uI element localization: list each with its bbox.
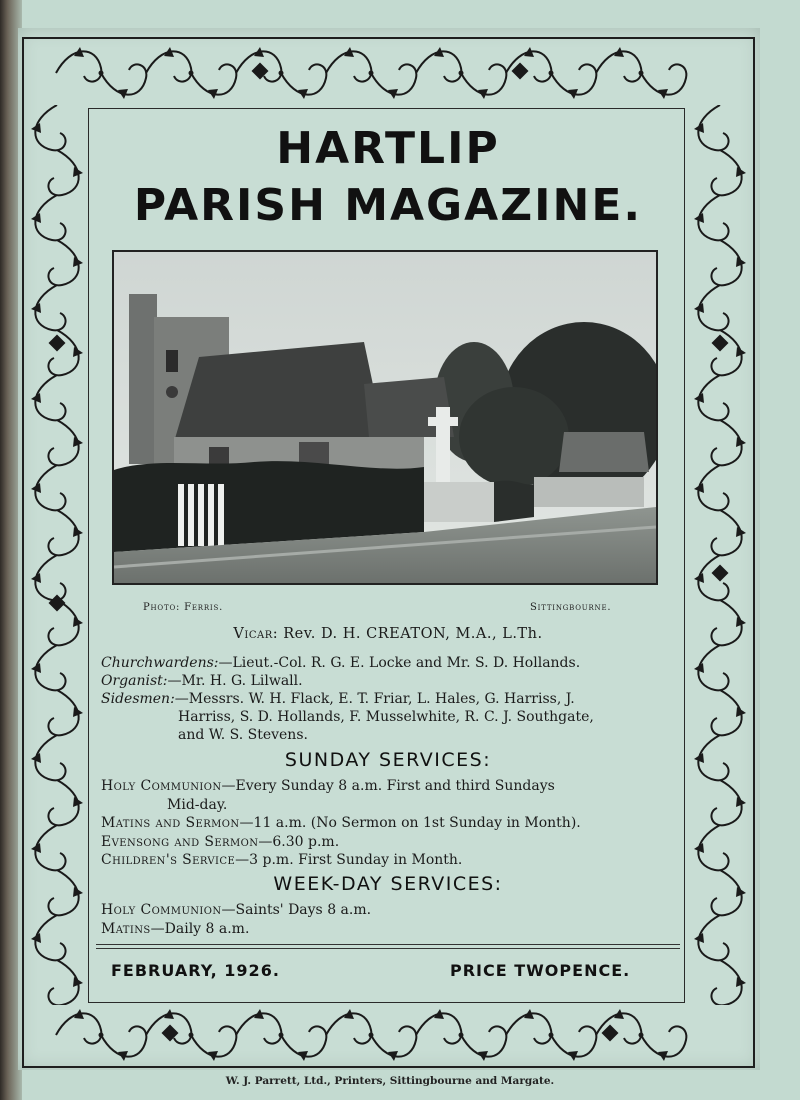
masthead-line-2: PARISH MAGAZINE.: [133, 180, 643, 231]
issue-price: PRICE TWOPENCE.: [450, 961, 631, 980]
service-item-continued: Mid-day.: [167, 796, 228, 813]
service-time: —Every Sunday 8 a.m. First and third Sundays: [221, 778, 555, 794]
service-name: Holy Communion: [101, 902, 222, 918]
masthead-line-1: HARTLIP: [276, 123, 500, 174]
weekday-services-list: [101, 901, 681, 938]
vicar-name: Rev. D. H. CREATON, M.A., L.Th.: [283, 626, 543, 642]
service-item: [101, 901, 681, 920]
left-floral-border: [26, 105, 88, 1005]
service-time: —11 a.m. (No Sermon on 1st Sunday in Month).: [239, 815, 581, 831]
officer-row: [101, 690, 681, 708]
weekday-services-heading: WEEK-DAY SERVICES:: [273, 873, 503, 895]
officer-row-continued: and W. S. Stevens.: [178, 727, 308, 743]
officer-row-continued: Harriss, S. D. Hollands, F. Musselwhite, R. C. J. Southgate,: [178, 709, 594, 725]
church-photograph: [112, 250, 658, 585]
officer-names: —Messrs. W. H. Flack, E. T. Friar, L. Hales, G. Harriss, J.: [174, 691, 575, 707]
service-name: Holy Communion: [101, 778, 222, 794]
vicar-label: Vicar:: [233, 626, 279, 642]
service-time: —Daily 8 a.m.: [150, 920, 250, 937]
parish-officers: [101, 654, 681, 744]
photo-credit: Photo: Ferris.: [143, 602, 224, 613]
officer-names: —Mr. H. G. Lilwall.: [167, 673, 303, 689]
service-item: [101, 833, 681, 852]
officer-role: Organist:: [101, 673, 168, 689]
service-name: Children's Service: [101, 852, 236, 868]
sunday-services-list: [101, 777, 681, 870]
officer-row: [101, 654, 681, 672]
service-item: [101, 920, 681, 939]
top-floral-border: [26, 40, 752, 106]
service-time: —6.30 p.m.: [258, 833, 340, 850]
service-name: Evensong and Sermon: [101, 833, 259, 850]
printer-imprint: W. J. Parrett, Ltd., Printers, Sittingbourne and Margate.: [225, 1075, 555, 1087]
officer-row: [101, 672, 681, 690]
footer-divider: [96, 944, 680, 945]
officer-role: Sidesmen:: [101, 691, 175, 707]
photo-location: Sittingbourne.: [530, 602, 612, 613]
right-floral-border: [689, 105, 751, 1005]
issue-date: FEBRUARY, 1926.: [111, 961, 280, 980]
service-name: Matins: [101, 920, 151, 937]
service-time: —Saints' Days 8 a.m.: [221, 902, 372, 918]
officer-names: —Lieut.-Col. R. G. E. Locke and Mr. S. D. Hollands.: [218, 655, 581, 671]
service-item: [101, 814, 681, 833]
vicar-line: [88, 626, 688, 642]
service-item: [101, 851, 681, 870]
footer-divider: [96, 948, 680, 949]
officer-role: Churchwardens:: [101, 655, 219, 671]
service-time: —3 p.m. First Sunday in Month.: [235, 852, 463, 868]
sunday-services-heading: SUNDAY SERVICES:: [284, 749, 492, 771]
bottom-floral-border: [26, 1002, 752, 1068]
service-item: [101, 777, 681, 796]
service-name: Matins and Sermon: [101, 815, 240, 831]
